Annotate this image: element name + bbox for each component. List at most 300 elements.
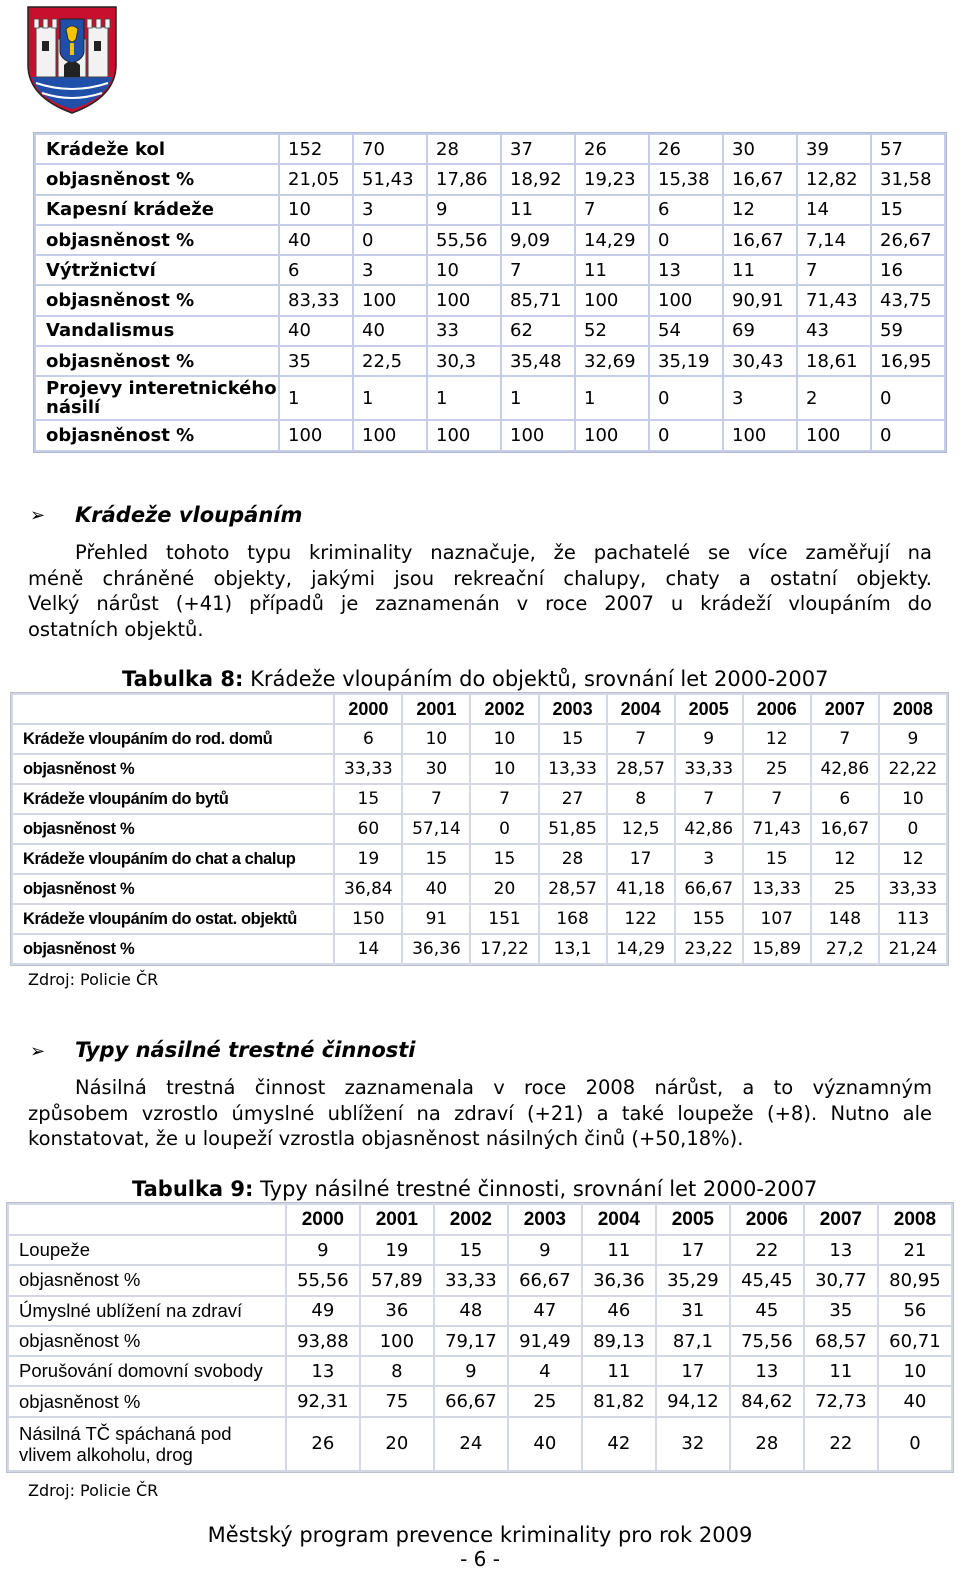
- value-cell: 21,24: [880, 935, 946, 963]
- value-cell: 54: [650, 317, 722, 345]
- year-header: 2004: [583, 1205, 655, 1234]
- value-cell: 16,67: [812, 815, 878, 843]
- value-cell: 22: [805, 1418, 877, 1470]
- value-cell: 0: [872, 421, 944, 449]
- value-cell: 25: [509, 1387, 581, 1415]
- value-cell: 1: [280, 377, 352, 419]
- value-cell: 40: [280, 226, 352, 254]
- value-cell: 15,38: [650, 165, 722, 193]
- table-row: [36, 226, 944, 254]
- value-cell: 35,29: [657, 1266, 729, 1294]
- value-cell: 8: [361, 1357, 433, 1385]
- value-cell: 152: [280, 135, 352, 163]
- row-label: objasněnost %: [9, 1266, 285, 1294]
- value-cell: 122: [608, 905, 674, 933]
- value-cell: 36: [361, 1297, 433, 1325]
- table-row: [9, 1266, 951, 1294]
- value-cell: 59: [872, 317, 944, 345]
- table-row: [36, 347, 944, 375]
- value-cell: 47: [509, 1297, 581, 1325]
- value-cell: 72,73: [805, 1387, 877, 1415]
- row-label: objasněnost %: [36, 347, 278, 375]
- value-cell: 14,29: [608, 935, 674, 963]
- year-header: 2000: [335, 695, 401, 723]
- value-cell: 100: [798, 421, 870, 449]
- value-cell: 28: [731, 1418, 803, 1470]
- value-cell: 75,56: [731, 1327, 803, 1355]
- caption-text: Typy násilné trestné činnosti, srovnání let 2000-2007: [253, 1177, 818, 1201]
- value-cell: 13,1: [540, 935, 606, 963]
- violent-crime-table: [6, 1202, 954, 1473]
- year-header: 2005: [657, 1205, 729, 1234]
- value-cell: 16,67: [724, 226, 796, 254]
- table-row: [13, 725, 946, 753]
- value-cell: 15: [403, 845, 469, 873]
- table-8-caption: [122, 667, 829, 691]
- value-cell: 33,33: [880, 875, 946, 903]
- value-cell: 10: [879, 1357, 951, 1385]
- value-cell: 100: [576, 421, 648, 449]
- value-cell: 10: [280, 196, 352, 224]
- value-cell: 81,82: [583, 1387, 655, 1415]
- row-label: objasněnost %: [13, 755, 333, 783]
- value-cell: 17,22: [471, 935, 537, 963]
- value-cell: 22,22: [880, 755, 946, 783]
- value-cell: 40: [354, 317, 426, 345]
- value-cell: 1: [502, 377, 574, 419]
- value-cell: 25: [744, 755, 810, 783]
- value-cell: 80,95: [879, 1266, 951, 1294]
- value-cell: 7: [608, 725, 674, 753]
- paragraph-line: méně chráněné objekty, jakými jsou rekreační chalupy, chaty a ostatní objekty.: [28, 566, 932, 590]
- year-header: 2001: [361, 1205, 433, 1234]
- row-label: objasněnost %: [36, 421, 278, 449]
- value-cell: 10: [428, 256, 500, 284]
- row-label: Projevy interetnického násilí: [36, 377, 278, 419]
- value-cell: 43,75: [872, 286, 944, 314]
- value-cell: 10: [471, 755, 537, 783]
- value-cell: 100: [650, 286, 722, 314]
- value-cell: 26,67: [872, 226, 944, 254]
- value-cell: 12: [812, 845, 878, 873]
- paragraph-violent-crime: [28, 1075, 932, 1152]
- value-cell: 52: [576, 317, 648, 345]
- value-cell: 7: [676, 785, 742, 813]
- value-cell: 45,45: [731, 1266, 803, 1294]
- row-label: objasněnost %: [36, 226, 278, 254]
- table-9-caption: [132, 1177, 817, 1201]
- row-label: objasněnost %: [13, 875, 333, 903]
- value-cell: 94,12: [657, 1387, 729, 1415]
- value-cell: 42: [583, 1418, 655, 1470]
- table-row: [9, 1327, 951, 1355]
- table-row: [9, 1357, 951, 1385]
- value-cell: 26: [650, 135, 722, 163]
- value-cell: 8: [608, 785, 674, 813]
- footer-title: Městský program prevence kriminality pro rok 2009: [207, 1523, 753, 1547]
- bullet-icon: ➢: [30, 1041, 46, 1062]
- value-cell: 23,22: [676, 935, 742, 963]
- value-cell: 57,89: [361, 1266, 433, 1294]
- value-cell: 6: [650, 196, 722, 224]
- value-cell: 100: [361, 1327, 433, 1355]
- value-cell: 15: [872, 196, 944, 224]
- value-cell: 0: [879, 1418, 951, 1470]
- value-cell: 14: [798, 196, 870, 224]
- value-cell: 15: [744, 845, 810, 873]
- value-cell: 1: [576, 377, 648, 419]
- value-cell: 33,33: [335, 755, 401, 783]
- value-cell: 100: [576, 286, 648, 314]
- bullet-icon: ➢: [30, 505, 46, 526]
- value-cell: 14: [335, 935, 401, 963]
- value-cell: 75: [361, 1387, 433, 1415]
- value-cell: 26: [576, 135, 648, 163]
- caption-text: Krádeže vloupáním do objektů, srovnání let 2000-2007: [243, 667, 829, 691]
- value-cell: 13,33: [540, 755, 606, 783]
- value-cell: 2: [798, 377, 870, 419]
- header-row: [9, 1205, 951, 1234]
- value-cell: 13,33: [744, 875, 810, 903]
- value-cell: 13: [731, 1357, 803, 1385]
- row-label: Krádeže kol: [36, 135, 278, 163]
- value-cell: 27,2: [812, 935, 878, 963]
- value-cell: 40: [403, 875, 469, 903]
- value-cell: 43: [798, 317, 870, 345]
- value-cell: 11: [583, 1357, 655, 1385]
- value-cell: 4: [509, 1357, 581, 1385]
- value-cell: 9: [428, 196, 500, 224]
- value-cell: 100: [428, 286, 500, 314]
- value-cell: 7,14: [798, 226, 870, 254]
- value-cell: 0: [471, 815, 537, 843]
- value-cell: 100: [280, 421, 352, 449]
- value-cell: 7: [576, 196, 648, 224]
- row-label: objasněnost %: [9, 1387, 285, 1415]
- value-cell: 11: [724, 256, 796, 284]
- row-label: Krádeže vloupáním do bytů: [13, 785, 333, 813]
- value-cell: 49: [287, 1297, 359, 1325]
- value-cell: 79,17: [435, 1327, 507, 1355]
- year-header: 2003: [509, 1205, 581, 1234]
- paragraph-line: konstatovat, že u loupeží vzrostla objasněnost násilných činů (+50,18%).: [28, 1127, 744, 1150]
- row-label: Vandalismus: [36, 317, 278, 345]
- value-cell: 30: [724, 135, 796, 163]
- section-heading-violent-crime: Typy násilné trestné činnosti: [75, 1038, 416, 1062]
- value-cell: 85,71: [502, 286, 574, 314]
- table-row: [9, 1387, 951, 1415]
- value-cell: 28,57: [540, 875, 606, 903]
- value-cell: 35,19: [650, 347, 722, 375]
- value-cell: 113: [880, 905, 946, 933]
- caption-label: Tabulka 9:: [132, 1177, 254, 1201]
- value-cell: 1: [354, 377, 426, 419]
- value-cell: 26: [287, 1418, 359, 1470]
- value-cell: 51,85: [540, 815, 606, 843]
- value-cell: 9: [435, 1357, 507, 1385]
- value-cell: 15: [540, 725, 606, 753]
- caption-label: Tabulka 8:: [122, 667, 244, 691]
- value-cell: 31,58: [872, 165, 944, 193]
- value-cell: 10: [880, 785, 946, 813]
- year-header: 2008: [880, 695, 946, 723]
- row-label: objasněnost %: [9, 1327, 285, 1355]
- value-cell: 7: [812, 725, 878, 753]
- value-cell: 71,43: [798, 286, 870, 314]
- value-cell: 66,67: [435, 1387, 507, 1415]
- value-cell: 32: [657, 1418, 729, 1470]
- table-8-source: Zdroj: Policie ČR: [28, 970, 159, 989]
- burglary-table: [10, 692, 949, 966]
- value-cell: 32,69: [576, 347, 648, 375]
- value-cell: 25: [812, 875, 878, 903]
- value-cell: 42,86: [676, 815, 742, 843]
- value-cell: 12: [880, 845, 946, 873]
- value-cell: 28: [540, 845, 606, 873]
- table-row: [13, 845, 946, 873]
- page-number: - 6 -: [460, 1547, 500, 1571]
- value-cell: 6: [812, 785, 878, 813]
- value-cell: 83,33: [280, 286, 352, 314]
- value-cell: 0: [880, 815, 946, 843]
- city-coat-of-arms-icon: [26, 5, 118, 115]
- value-cell: 19: [361, 1236, 433, 1264]
- value-cell: 9: [509, 1236, 581, 1264]
- value-cell: 69: [724, 317, 796, 345]
- value-cell: 21: [879, 1236, 951, 1264]
- value-cell: 22,5: [354, 347, 426, 375]
- table-row: [36, 135, 944, 163]
- value-cell: 3: [676, 845, 742, 873]
- value-cell: 11: [805, 1357, 877, 1385]
- row-label: objasněnost %: [36, 165, 278, 193]
- value-cell: 39: [798, 135, 870, 163]
- row-label: Loupeže: [9, 1236, 285, 1264]
- table-row: [13, 755, 946, 783]
- value-cell: 13: [805, 1236, 877, 1264]
- value-cell: 16: [872, 256, 944, 284]
- value-cell: 100: [724, 421, 796, 449]
- crime-table-1: [33, 132, 947, 453]
- row-label: Krádeže vloupáním do rod. domů: [13, 725, 333, 753]
- value-cell: 70: [354, 135, 426, 163]
- row-label: Krádeže vloupáním do chat a chalup: [13, 845, 333, 873]
- value-cell: 55,56: [287, 1266, 359, 1294]
- value-cell: 9: [676, 725, 742, 753]
- value-cell: 37: [502, 135, 574, 163]
- value-cell: 3: [724, 377, 796, 419]
- value-cell: 19,23: [576, 165, 648, 193]
- value-cell: 30,43: [724, 347, 796, 375]
- table-row: [13, 875, 946, 903]
- value-cell: 84,62: [731, 1387, 803, 1415]
- value-cell: 57: [872, 135, 944, 163]
- value-cell: 18,61: [798, 347, 870, 375]
- value-cell: 3: [354, 256, 426, 284]
- table-row: [9, 1418, 951, 1470]
- value-cell: 17: [608, 845, 674, 873]
- value-cell: 1: [428, 377, 500, 419]
- value-cell: 66,67: [676, 875, 742, 903]
- value-cell: 12,82: [798, 165, 870, 193]
- value-cell: 87,1: [657, 1327, 729, 1355]
- value-cell: 12: [744, 725, 810, 753]
- value-cell: 17,86: [428, 165, 500, 193]
- table-row: [36, 256, 944, 284]
- value-cell: 11: [502, 196, 574, 224]
- table-row: [13, 815, 946, 843]
- value-cell: 42,86: [812, 755, 878, 783]
- value-cell: 41,18: [608, 875, 674, 903]
- header-row: [13, 695, 946, 723]
- value-cell: 9,09: [502, 226, 574, 254]
- value-cell: 15: [435, 1236, 507, 1264]
- value-cell: 66,67: [509, 1266, 581, 1294]
- value-cell: 7: [403, 785, 469, 813]
- value-cell: 36,36: [583, 1266, 655, 1294]
- table-row: [36, 377, 944, 419]
- value-cell: 151: [471, 905, 537, 933]
- value-cell: 56: [879, 1297, 951, 1325]
- value-cell: 100: [354, 421, 426, 449]
- paragraph-line: Přehled tohoto typu kriminality naznačuje, že pachatelé se více zaměřují na: [75, 541, 932, 564]
- paragraph-line: Násilná trestná činnost zaznamenala v roce 2008 nárůst, a to významným: [75, 1076, 932, 1099]
- table-row: [36, 286, 944, 314]
- value-cell: 19: [335, 845, 401, 873]
- row-label: Úmyslné ublížení na zdraví: [9, 1297, 285, 1325]
- row-label: Porušování domovní svobody: [9, 1357, 285, 1385]
- value-cell: 40: [280, 317, 352, 345]
- year-header: 2008: [879, 1205, 951, 1234]
- value-cell: 7: [471, 785, 537, 813]
- value-cell: 40: [509, 1418, 581, 1470]
- value-cell: 13: [650, 256, 722, 284]
- table-row: [36, 165, 944, 193]
- value-cell: 30,3: [428, 347, 500, 375]
- value-cell: 7: [744, 785, 810, 813]
- value-cell: 30: [403, 755, 469, 783]
- value-cell: 0: [354, 226, 426, 254]
- value-cell: 17: [657, 1236, 729, 1264]
- value-cell: 20: [471, 875, 537, 903]
- value-cell: 15: [335, 785, 401, 813]
- value-cell: 62: [502, 317, 574, 345]
- row-label: objasněnost %: [13, 815, 333, 843]
- value-cell: 0: [650, 226, 722, 254]
- value-cell: 11: [583, 1236, 655, 1264]
- table-row: [13, 935, 946, 963]
- year-header: 2002: [471, 695, 537, 723]
- value-cell: 21,05: [280, 165, 352, 193]
- value-cell: 10: [471, 725, 537, 753]
- value-cell: 18,92: [502, 165, 574, 193]
- value-cell: 107: [744, 905, 810, 933]
- value-cell: 150: [335, 905, 401, 933]
- value-cell: 91,49: [509, 1327, 581, 1355]
- value-cell: 89,13: [583, 1327, 655, 1355]
- year-header: 2007: [812, 695, 878, 723]
- value-cell: 33: [428, 317, 500, 345]
- value-cell: 7: [798, 256, 870, 284]
- value-cell: 12: [724, 196, 796, 224]
- value-cell: 35,48: [502, 347, 574, 375]
- value-cell: 0: [650, 421, 722, 449]
- row-label: Krádeže vloupáním do ostat. objektů: [13, 905, 333, 933]
- year-header: 2000: [287, 1205, 359, 1234]
- value-cell: 33,33: [435, 1266, 507, 1294]
- value-cell: 155: [676, 905, 742, 933]
- value-cell: 9: [880, 725, 946, 753]
- value-cell: 11: [576, 256, 648, 284]
- value-cell: 35: [280, 347, 352, 375]
- year-header: 2004: [608, 695, 674, 723]
- table-row: [13, 785, 946, 813]
- row-label: Výtržnictví: [36, 256, 278, 284]
- value-cell: 71,43: [744, 815, 810, 843]
- value-cell: 0: [872, 377, 944, 419]
- value-cell: 46: [583, 1297, 655, 1325]
- value-cell: 57,14: [403, 815, 469, 843]
- paragraph-burglaries: [28, 540, 932, 642]
- value-cell: 12,5: [608, 815, 674, 843]
- row-label: Kapesní krádeže: [36, 196, 278, 224]
- paragraph-line: Velký nárůst (+41) případů je zaznamenán v roce 2007 u krádeží vloupáním do: [28, 592, 932, 615]
- year-header: 2002: [435, 1205, 507, 1234]
- row-label: Násilná TČ spáchaná pod vlivem alkoholu, drog: [9, 1418, 285, 1470]
- table-row: [13, 905, 946, 933]
- table-row: [9, 1297, 951, 1325]
- value-cell: 45: [731, 1297, 803, 1325]
- row-label: objasněnost %: [36, 286, 278, 314]
- value-cell: 36,84: [335, 875, 401, 903]
- value-cell: 7: [502, 256, 574, 284]
- value-cell: 100: [502, 421, 574, 449]
- value-cell: 27: [540, 785, 606, 813]
- value-cell: 20: [361, 1418, 433, 1470]
- value-cell: 93,88: [287, 1327, 359, 1355]
- value-cell: 28,57: [608, 755, 674, 783]
- value-cell: 31: [657, 1297, 729, 1325]
- year-header: 2006: [744, 695, 810, 723]
- value-cell: 14,29: [576, 226, 648, 254]
- value-cell: 60: [335, 815, 401, 843]
- table-row: [36, 317, 944, 345]
- section-heading-burglaries: Krádeže vloupáním: [75, 503, 303, 527]
- value-cell: 68,57: [805, 1327, 877, 1355]
- value-cell: 17: [657, 1357, 729, 1385]
- value-cell: 28: [428, 135, 500, 163]
- value-cell: 35: [805, 1297, 877, 1325]
- table-9-source: Zdroj: Policie ČR: [28, 1481, 159, 1500]
- value-cell: 3: [354, 196, 426, 224]
- table-row: [36, 421, 944, 449]
- value-cell: 168: [540, 905, 606, 933]
- value-cell: 36,36: [403, 935, 469, 963]
- value-cell: 51,43: [354, 165, 426, 193]
- value-cell: 16,67: [724, 165, 796, 193]
- paragraph-line: ostatních objektů.: [28, 617, 204, 641]
- value-cell: 100: [428, 421, 500, 449]
- table-row: [9, 1236, 951, 1264]
- value-cell: 30,77: [805, 1266, 877, 1294]
- header-corner: [9, 1205, 285, 1234]
- value-cell: 40: [879, 1387, 951, 1415]
- value-cell: 16,95: [872, 347, 944, 375]
- header-corner: [13, 695, 333, 723]
- value-cell: 13: [287, 1357, 359, 1385]
- value-cell: 22: [731, 1236, 803, 1264]
- year-header: 2003: [540, 695, 606, 723]
